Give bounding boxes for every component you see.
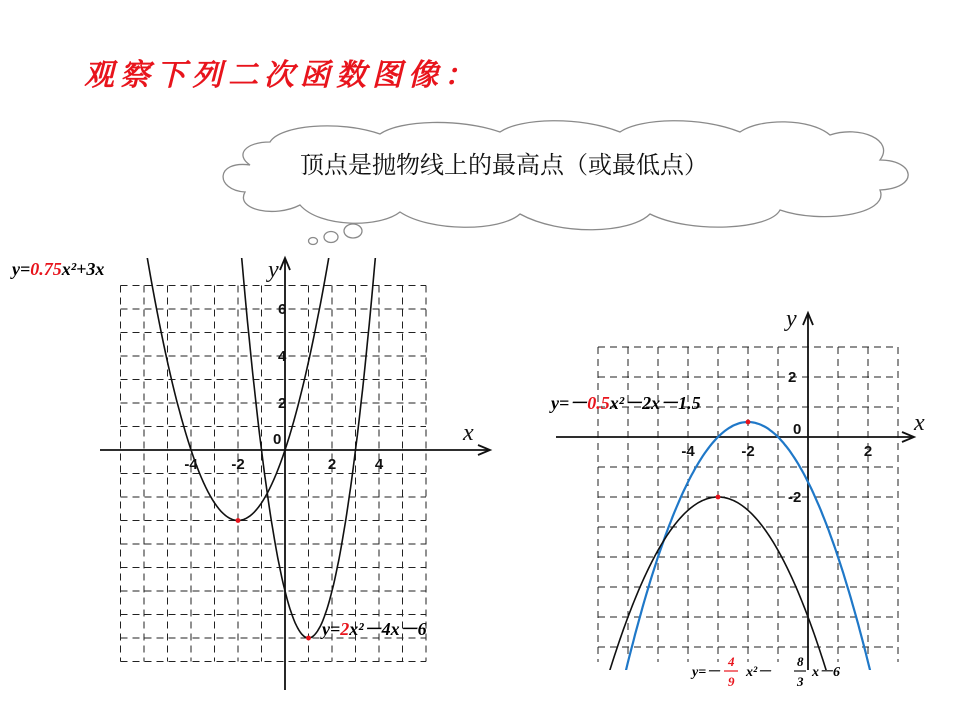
eq-coefficient: 0.5 (587, 393, 610, 413)
page-title: 观察下列二次函数图像： (84, 58, 480, 93)
y-tick-label: 2 (278, 395, 287, 412)
x-tick-label: -4 (681, 443, 695, 460)
equation-label-1 (549, 393, 701, 413)
eq-part: y=－ (692, 665, 721, 680)
fraction-numerator: 4 (728, 654, 735, 669)
y-axis-name: y (268, 257, 279, 283)
x-tick-label: -2 (741, 443, 755, 460)
parabola-2 (215, 0, 427, 638)
y-tick-label: 2 (788, 369, 797, 386)
fraction-denominator: 9 (728, 674, 735, 689)
vertex-point (236, 518, 241, 523)
y-tick-label: 6 (278, 301, 287, 318)
grid (121, 286, 427, 662)
eq-part: x－6 (812, 665, 840, 680)
eq-part: y= (12, 259, 31, 279)
eq-part: x²+3x (61, 259, 105, 279)
x-tick-label: 4 (374, 456, 384, 473)
eq-part: y=－ (551, 393, 588, 413)
eq-part: x²－ (746, 665, 772, 680)
chart-left (10, 0, 490, 690)
y-tick-label: 4 (278, 348, 287, 365)
vertex-point (746, 420, 751, 425)
origin-label: 0 (273, 431, 282, 448)
x-axis-name: x (914, 410, 925, 436)
x-tick-label: -4 (184, 456, 198, 473)
bubble-text: 顶点是抛物线上的最高点（或最低点） (300, 151, 708, 179)
origin-label: 0 (793, 421, 802, 438)
vertex-point (716, 495, 721, 500)
fraction-numerator: 8 (797, 654, 804, 669)
eq-coefficient: 0.75 (30, 259, 62, 279)
y-axis-name: y (786, 306, 797, 332)
equation-label-1 (10, 259, 104, 279)
x-tick-label: -2 (231, 456, 245, 473)
thought-bubble (223, 121, 908, 245)
chart-right (549, 306, 925, 720)
equation-label-2 (690, 665, 721, 680)
eq-part: x²－2x－1.5 (609, 393, 701, 413)
eq-coefficient: 2 (340, 619, 350, 639)
eq-part: y= (322, 619, 341, 639)
fraction-denominator: 3 (797, 674, 804, 689)
x-axis-name: x (463, 420, 474, 446)
x-tick-label: 2 (327, 456, 337, 473)
y-tick-label: -2 (788, 489, 802, 506)
vertex-point (306, 636, 311, 641)
equation-label-2 (320, 619, 427, 639)
eq-part: x²－4x－6 (349, 619, 427, 639)
x-tick-label: 2 (863, 443, 873, 460)
